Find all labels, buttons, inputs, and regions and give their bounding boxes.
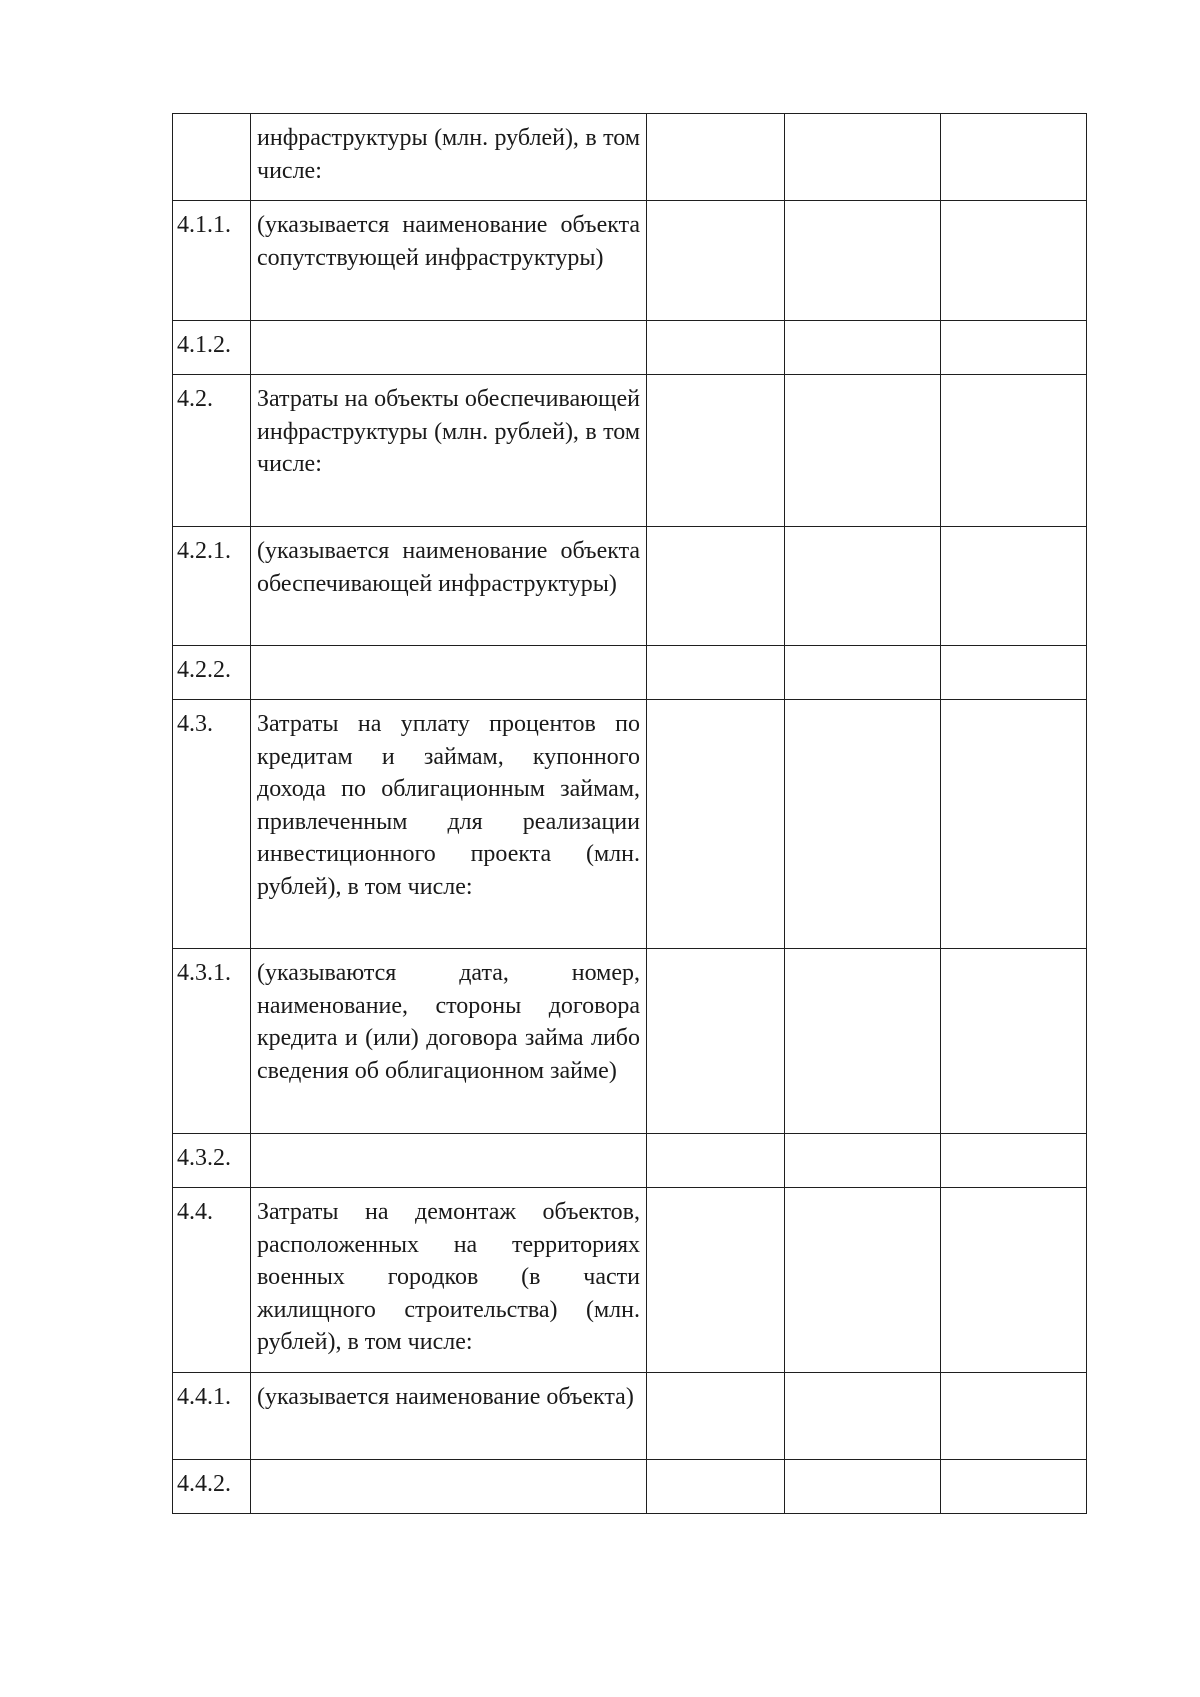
row-description-cell [251,1134,647,1188]
row-description-cell: (указывается наименование объекта) [251,1373,647,1460]
row-description-cell: (указывается наименование объекта обеспечивающей инфраструктуры) [251,527,647,646]
value-cell [941,1188,1087,1373]
row-number-cell: 4.2. [173,375,251,527]
value-cell [941,114,1087,201]
value-cell [785,646,941,700]
row-number-cell: 4.2.2. [173,646,251,700]
table-row [173,527,1087,646]
row-description-cell: инфраструктуры (млн. рублей), в том числе: [251,114,647,201]
row-description-cell: Затраты на объекты обеспечивающей инфраструктуры (млн. рублей), в том числе: [251,375,647,527]
table-row [173,646,1087,700]
value-cell [941,375,1087,527]
value-cell [941,527,1087,646]
value-cell [647,1188,785,1373]
value-cell [647,949,785,1134]
table-row [173,1460,1087,1514]
row-number-cell: 4.3.2. [173,1134,251,1188]
table-row [173,375,1087,527]
row-description-cell: Затраты на уплату процентов по кредитам и займам, купонного дохода по облигационным займам, привлеченным для реализации инвестиционного проекта (млн. рублей), в том числе: [251,700,647,949]
row-description-cell [251,646,647,700]
value-cell [941,949,1087,1134]
value-cell [785,1188,941,1373]
value-cell [941,646,1087,700]
value-cell [647,646,785,700]
table-row [173,321,1087,375]
row-description-cell: (указывается наименование объекта сопутствующей инфраструктуры) [251,201,647,321]
value-cell [785,1460,941,1514]
value-cell [647,114,785,201]
value-cell [647,1134,785,1188]
value-cell [647,201,785,321]
row-number-cell: 4.4. [173,1188,251,1373]
table-row [173,949,1087,1134]
value-cell [647,375,785,527]
value-cell [785,527,941,646]
table-row [173,1134,1087,1188]
row-number-cell: 4.3. [173,700,251,949]
value-cell [785,700,941,949]
value-cell [785,949,941,1134]
value-cell [785,114,941,201]
row-description-cell [251,321,647,375]
value-cell [941,700,1087,949]
document-table [172,113,1087,1514]
value-cell [941,201,1087,321]
row-number-cell: 4.4.1. [173,1373,251,1460]
row-description-cell: (указываются дата, номер, наименование, стороны договора кредита и (или) договора займа либо сведения об облигационном займе) [251,949,647,1134]
value-cell [785,1134,941,1188]
value-cell [647,321,785,375]
value-cell [647,527,785,646]
row-number-cell [173,114,251,201]
value-cell [647,1373,785,1460]
value-cell [785,321,941,375]
row-description-cell [251,1460,647,1514]
value-cell [941,1373,1087,1460]
table-row [173,1188,1087,1373]
row-number-cell: 4.1.2. [173,321,251,375]
value-cell [785,375,941,527]
row-description-cell: Затраты на демонтаж объектов, расположенных на территориях военных городков (в части жилищного строительства) (млн. рублей), в том числе: [251,1188,647,1373]
value-cell [941,321,1087,375]
row-number-cell: 4.4.2. [173,1460,251,1514]
row-number-cell: 4.3.1. [173,949,251,1134]
value-cell [647,1460,785,1514]
table-row [173,700,1087,949]
table-row [173,201,1087,321]
table-row [173,1373,1087,1460]
value-cell [785,201,941,321]
row-number-cell: 4.2.1. [173,527,251,646]
value-cell [941,1134,1087,1188]
table-row [173,114,1087,201]
value-cell [647,700,785,949]
value-cell [941,1460,1087,1514]
value-cell [785,1373,941,1460]
row-number-cell: 4.1.1. [173,201,251,321]
